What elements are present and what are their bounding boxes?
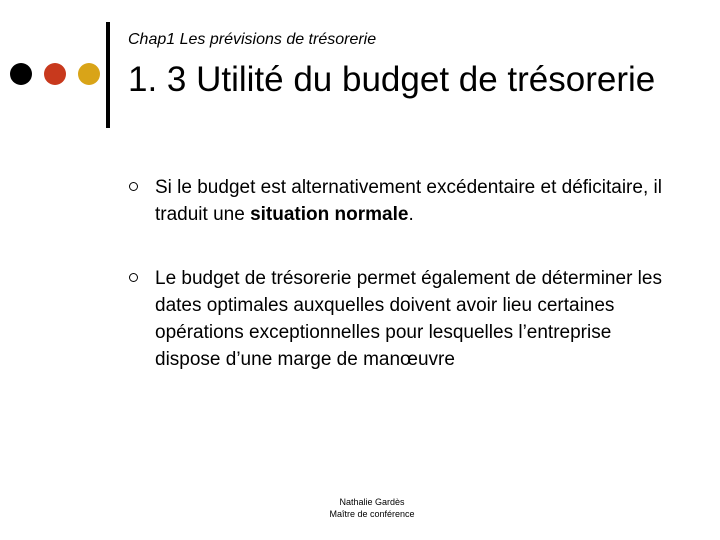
footer-author: Nathalie Gardès [339, 497, 405, 507]
bullet-item [128, 265, 668, 373]
hollow-circle-bullet-icon [129, 273, 138, 282]
footer-role: Maître de conférence [329, 509, 415, 519]
black-dot-icon [10, 63, 32, 85]
chapter-heading: Chap1 Les prévisions de trésorerie [128, 31, 377, 48]
bullet-text: Si le budget est alternativement excédentaire et déficitaire, il traduit une [155, 177, 662, 225]
decorative-dots [10, 63, 100, 85]
bullet-item [128, 174, 668, 228]
slide-title: 1. 3 Utilité du budget de trésorerie [128, 60, 656, 99]
red-dot-icon [44, 63, 66, 85]
bullet-emphasis: situation normale [250, 204, 409, 225]
bullet-text: Le budget de trésorerie permet également de déterminer les dates optimales auxquelles doivent avoir lieu certaines opérations exceptionnelles pour lesquelles l’entreprise dispose d’une marge de manœuvre [155, 268, 662, 370]
bullet-list [128, 174, 668, 373]
hollow-circle-bullet-icon [129, 182, 138, 191]
bullet-tail: . [408, 204, 414, 225]
footer [272, 496, 472, 520]
gold-dot-icon [78, 63, 100, 85]
vertical-divider [106, 22, 110, 128]
